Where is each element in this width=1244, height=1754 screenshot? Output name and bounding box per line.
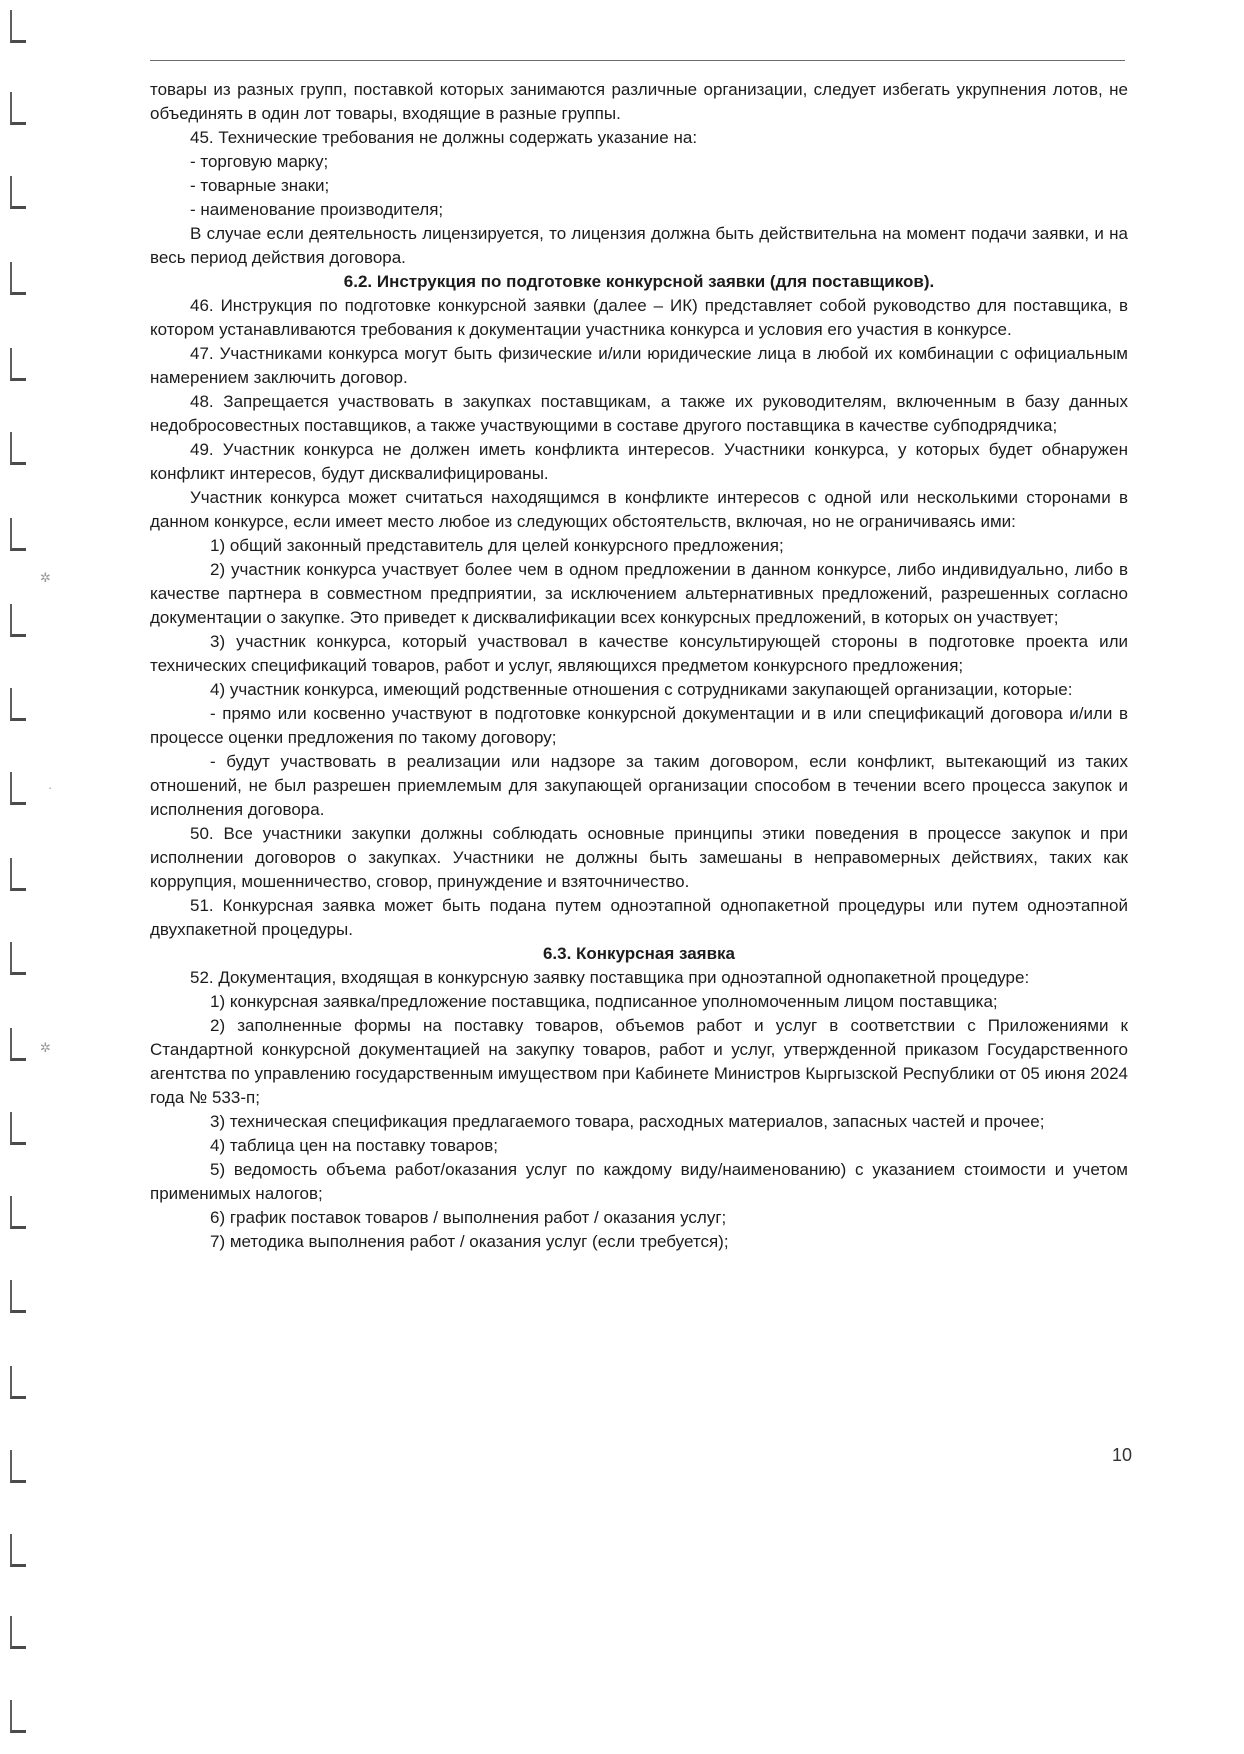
binder-hole-mark bbox=[10, 1534, 26, 1567]
binder-hole-mark bbox=[10, 348, 26, 381]
list-item: - товарные знаки; bbox=[190, 176, 330, 195]
list-item: - наименование производителя; bbox=[190, 200, 444, 219]
clause-51: 51. Конкурсная заявка может быть подана путем одноэтапной однопакетной процедуры или путем одноэтапной двухпакетной процедуры. bbox=[150, 896, 1128, 939]
binder-holes bbox=[6, 0, 36, 1754]
paragraph: Участник конкурса может считаться находящимся в конфликте интересов с одной или несколькими сторонами в данном конкурсе, если имеет место любое из следующих обстоятельств, включая, но не ограничиваясь ими: bbox=[150, 488, 1128, 531]
paragraph: В случае если деятельность лицензируется, то лицензия должна быть действительна на момент подачи заявки, и на весь период действия договора. bbox=[150, 224, 1128, 267]
binder-hole-mark bbox=[10, 262, 26, 295]
binder-hole-mark bbox=[10, 772, 26, 805]
paragraph: товары из разных групп, поставкой которых занимаются различные организации, следует избегать укрупнения лотов, не объединять в один лот товары, входящие в разные группы. bbox=[150, 80, 1128, 123]
list-item: - торговую марку; bbox=[190, 152, 329, 171]
binder-hole-mark bbox=[10, 92, 26, 125]
binder-hole-mark bbox=[10, 432, 26, 465]
list-item: 3) участник конкурса, который участвовал в качестве консультирующей стороны в подготовке проекта или технических спецификаций товаров, работ и услуг, являющихся предметом конкурсного предложения; bbox=[150, 632, 1128, 675]
binder-hole-mark bbox=[10, 10, 26, 43]
header-rule bbox=[150, 60, 1125, 61]
scan-speck: ✲ bbox=[40, 1040, 51, 1055]
clause-52: 52. Документация, входящая в конкурсную заявку поставщика при одноэтапной однопакетной процедуре: bbox=[190, 968, 1030, 987]
list-item: 6) график поставок товаров / выполнения работ / оказания услуг; bbox=[210, 1208, 727, 1227]
scan-speck: ✲ bbox=[40, 570, 51, 585]
list-item: 2) заполненные формы на поставку товаров, объемов работ и услуг в соответствии с Приложениями к Стандартной конкурсной документацией на закупку товаров, работ и услуг, утвержденной приказом Государственного агентства по управлению государственным имуществом при Кабинете Министров Кыргызской Республики от 05 июня 2024 года № 533-п; bbox=[150, 1016, 1128, 1107]
list-item: 1) общий законный представитель для целей конкурсного предложения; bbox=[210, 536, 784, 555]
list-item: 3) техническая спецификация предлагаемого товара, расходных материалов, запасных частей и прочее; bbox=[210, 1112, 1045, 1131]
binder-hole-mark bbox=[10, 942, 26, 975]
binder-hole-mark bbox=[10, 1700, 26, 1733]
binder-hole-mark bbox=[10, 518, 26, 551]
binder-hole-mark bbox=[10, 688, 26, 721]
page-number: 10 bbox=[1112, 1445, 1133, 1465]
scan-speck: · bbox=[48, 780, 53, 795]
clause-45: 45. Технические требования не должны содержать указание на: bbox=[190, 128, 698, 147]
binder-hole-mark bbox=[10, 858, 26, 891]
list-item: 5) ведомость объема работ/оказания услуг по каждому виду/наименованию) с указанием стоимости и учетом применимых налогов; bbox=[150, 1160, 1128, 1203]
clause-49: 49. Участник конкурса не должен иметь конфликта интересов. Участники конкурса, у которых будет обнаружен конфликт интересов, будут дисквалифицированы. bbox=[150, 440, 1128, 483]
binder-hole-mark bbox=[10, 1450, 26, 1483]
section-heading-6-3: 6.3. Конкурсная заявка bbox=[542, 944, 736, 963]
list-item: 4) участник конкурса, имеющий родственные отношения с сотрудниками закупающей организации, которые: bbox=[210, 680, 1073, 699]
list-item: 1) конкурсная заявка/предложение поставщика, подписанное уполномоченным лицом поставщика; bbox=[210, 992, 998, 1011]
list-item: - прямо или косвенно участвуют в подготовке конкурсной документации и в или спецификаций договора и/или в процессе оценки предложения по такому договору; bbox=[150, 704, 1128, 747]
clause-50: 50. Все участники закупки должны соблюдать основные принципы этики поведения в процессе закупок и при исполнении договоров о закупках. Участники не должны быть замешаны в неправомерных действиях, таких как коррупция, мошенничество, сговор, принуждение и взяточничество. bbox=[150, 824, 1128, 891]
section-heading-6-2: 6.2. Инструкция по подготовке конкурсной заявки (для поставщиков). bbox=[343, 272, 935, 291]
list-item: 7) методика выполнения работ / оказания услуг (если требуется); bbox=[210, 1232, 729, 1251]
binder-hole-mark bbox=[10, 1280, 26, 1313]
binder-hole-mark bbox=[10, 1366, 26, 1399]
document-body bbox=[150, 78, 1128, 1254]
clause-48: 48. Запрещается участвовать в закупках поставщикам, а также их руководителям, включенным в базу данных недобросовестных поставщиков, а также участвующими в составе другого поставщика в качестве субподрядчика; bbox=[150, 392, 1128, 435]
list-item: 2) участник конкурса участвует более чем в одном предложении в данном конкурсе, либо индивидуально, либо в качестве партнера в совместном предприятии, за исключением альтернативных предложений, разрешенных согласно документации о закупке. Это приведет к дисквалификации всех конкурсных предложений, в которых он участвует; bbox=[150, 560, 1128, 627]
clause-46: 46. Инструкция по подготовке конкурсной заявки (далее – ИК) представляет собой руководство для поставщика, в котором устанавливаются требования к документации участника конкурса и условия его участия в конкурсе. bbox=[150, 296, 1128, 339]
list-item: - будут участвовать в реализации или надзоре за таким договором, если конфликт, вытекающий из таких отношений, не был разрешен приемлемым для закупающей организации способом в течении всего процесса закупок и исполнения договора. bbox=[150, 752, 1128, 819]
binder-hole-mark bbox=[10, 604, 26, 637]
binder-hole-mark bbox=[10, 1196, 26, 1229]
binder-hole-mark bbox=[10, 1616, 26, 1649]
binder-hole-mark bbox=[10, 176, 26, 209]
clause-47: 47. Участниками конкурса могут быть физические и/или юридические лица в любой их комбинации с официальным намерением заключить договор. bbox=[150, 344, 1128, 387]
binder-hole-mark bbox=[10, 1112, 26, 1145]
binder-hole-mark bbox=[10, 1028, 26, 1061]
list-item: 4) таблица цен на поставку товаров; bbox=[210, 1136, 498, 1155]
